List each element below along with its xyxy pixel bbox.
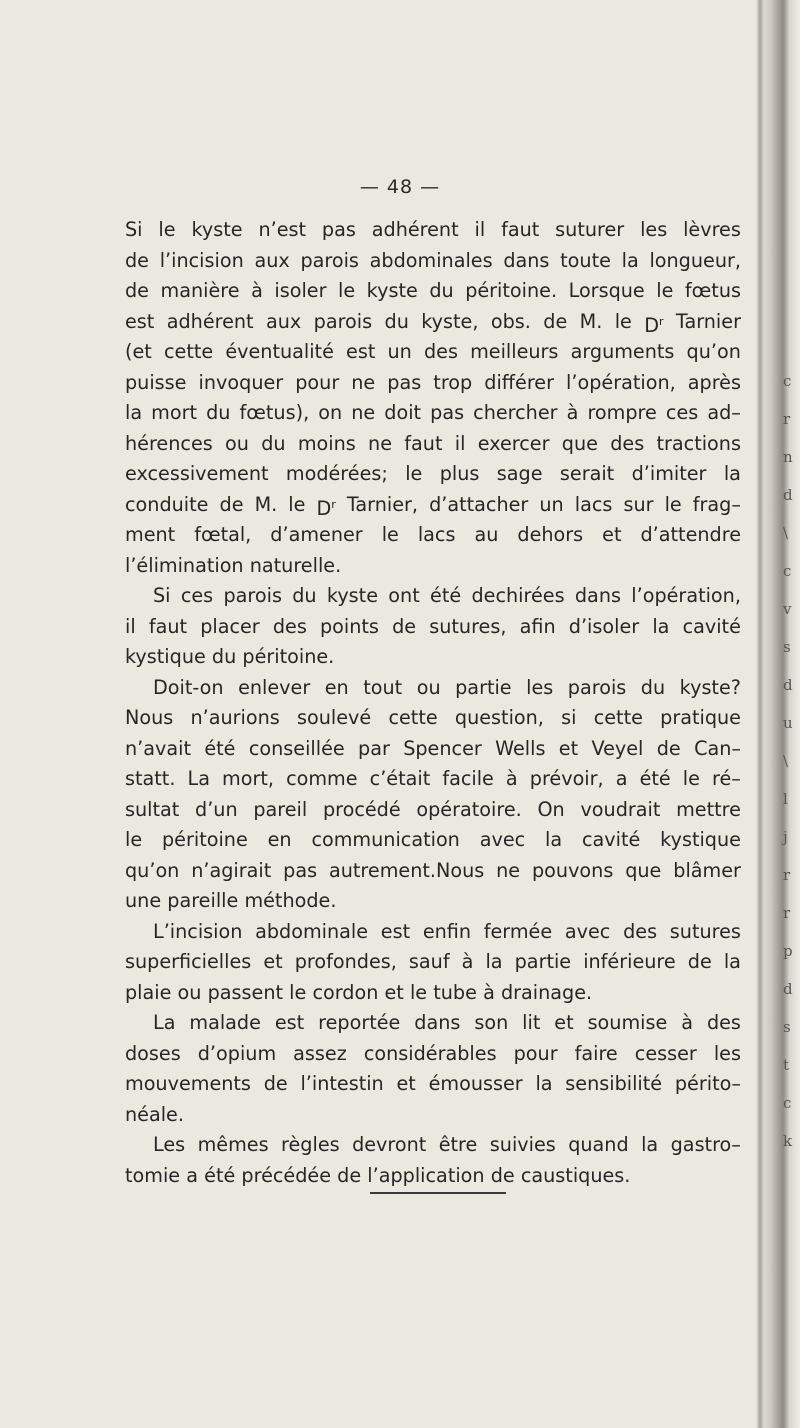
text-line: est adhérent aux parois du kyste, obs. de M. le $D^r$ Tarnier bbox=[125, 309, 741, 337]
text-line: la mort du fœtus), on ne doit pas chercher à rompre ces ad– bbox=[125, 401, 741, 424]
page-number: — 48 — bbox=[359, 176, 441, 198]
text-line: mouvements de l’intestin et émousser la sensibilité périto– bbox=[125, 1072, 741, 1095]
text-line: il faut placer des points de sutures, afin d’isoler la cavité bbox=[125, 614, 741, 638]
text-line: conduite de M. le $D^r$ Tarnier, d’attacher un lacs sur le frag– bbox=[125, 492, 741, 520]
text-line: n’avait été conseillée par Spencer Wells et Veyel de Can– bbox=[125, 736, 741, 760]
text-line: plaie ou passent le cordon et le tube à drainage. bbox=[125, 980, 593, 1004]
margin-fragment: d bbox=[783, 980, 793, 998]
margin-fragment: v bbox=[783, 600, 792, 618]
text-line: hérences ou du moins ne faut il exercer que des tractions bbox=[125, 431, 741, 455]
text-line: Les mêmes règles devront être suivies quand la gastro– bbox=[153, 1133, 741, 1156]
text-line: Doit-on enlever en tout ou partie les parois du kyste? bbox=[153, 675, 741, 699]
text-line: de manière à isoler le kyste du péritoine. Lorsque le fœtus bbox=[125, 279, 741, 302]
margin-fragment: r bbox=[783, 410, 791, 428]
margin-fragment: l bbox=[783, 790, 788, 808]
text-line: puisse invoquer pour ne pas trop différer l’opération, après bbox=[125, 370, 741, 394]
end-rule bbox=[370, 1192, 506, 1194]
text-line: l’élimination naturelle. bbox=[125, 553, 342, 577]
margin-fragment: c bbox=[783, 1094, 792, 1112]
text-line: (et cette éventualité est un des meilleurs arguments qu’on bbox=[125, 340, 741, 363]
text-line: La malade est reportée dans son lit et soumise à des bbox=[153, 1011, 741, 1034]
margin-fragment: k bbox=[783, 1132, 793, 1150]
text-line: de l’incision aux parois abdominales dans toute la longueur, bbox=[125, 248, 741, 272]
margin-fragment: n bbox=[783, 448, 793, 466]
text-line: kystique du péritoine. bbox=[125, 645, 335, 668]
margin-fragment: u bbox=[783, 714, 793, 732]
facing-page-margin-fragments bbox=[783, 370, 799, 1168]
text-line: une pareille méthode. bbox=[125, 889, 337, 912]
paragraph bbox=[125, 917, 741, 1009]
margin-fragment: s bbox=[783, 1018, 791, 1036]
margin-fragment: \ bbox=[783, 524, 789, 542]
margin-fragment: t bbox=[783, 1056, 790, 1074]
text-line: statt. La mort, comme c’était facile à prévoir, a été le ré– bbox=[125, 767, 741, 790]
text-line: Si ces parois du kyste ont été dechirées dans l’opération, bbox=[153, 584, 741, 607]
paragraph bbox=[125, 673, 741, 917]
margin-fragment: s bbox=[783, 638, 791, 656]
margin-fragment: c bbox=[783, 562, 792, 580]
text-line: ment fœtal, d’amener le lacs au dehors et d’attendre bbox=[125, 523, 741, 546]
margin-fragment: d bbox=[783, 676, 793, 694]
text-line: Si le kyste n’est pas adhérent il faut suturer les lèvres bbox=[125, 218, 741, 241]
text-line: qu’on n’agirait pas autrement.Nous ne pouvons que blâmer bbox=[125, 858, 741, 882]
margin-fragment: j bbox=[783, 828, 788, 846]
text-line: superficielles et profondes, sauf à la partie inférieure de la bbox=[125, 950, 741, 973]
text-line: néale. bbox=[125, 1102, 184, 1126]
margin-fragment: \ bbox=[783, 752, 789, 770]
paragraph bbox=[125, 215, 741, 581]
text-line: Nous n’aurions soulevé cette question, si cette pratique bbox=[125, 706, 741, 729]
paragraph bbox=[125, 1008, 741, 1130]
text-line: excessivement modérées; le plus sage serait d’imiter la bbox=[125, 462, 741, 485]
text-line: sultat d’un pareil procédé opératoire. On voudrait mettre bbox=[125, 797, 741, 821]
text-line: le péritoine en communication avec la cavité kystique bbox=[125, 828, 741, 851]
binding-shadow bbox=[756, 0, 764, 1428]
margin-fragment: p bbox=[783, 942, 793, 960]
margin-fragment: c bbox=[783, 372, 792, 390]
margin-fragment: r bbox=[783, 866, 791, 884]
text-line: tomie a été précédée de l’application de caustiques. bbox=[125, 1163, 631, 1187]
margin-fragment: d bbox=[783, 486, 793, 504]
margin-fragment: r bbox=[783, 904, 791, 922]
paragraph bbox=[125, 581, 741, 673]
text-line: doses d’opium assez considérables pour faire cesser les bbox=[125, 1041, 741, 1065]
paragraph bbox=[125, 1130, 741, 1191]
body-text bbox=[125, 215, 741, 1191]
text-line: L’incision abdominale est enfin fermée avec des sutures bbox=[153, 919, 741, 943]
